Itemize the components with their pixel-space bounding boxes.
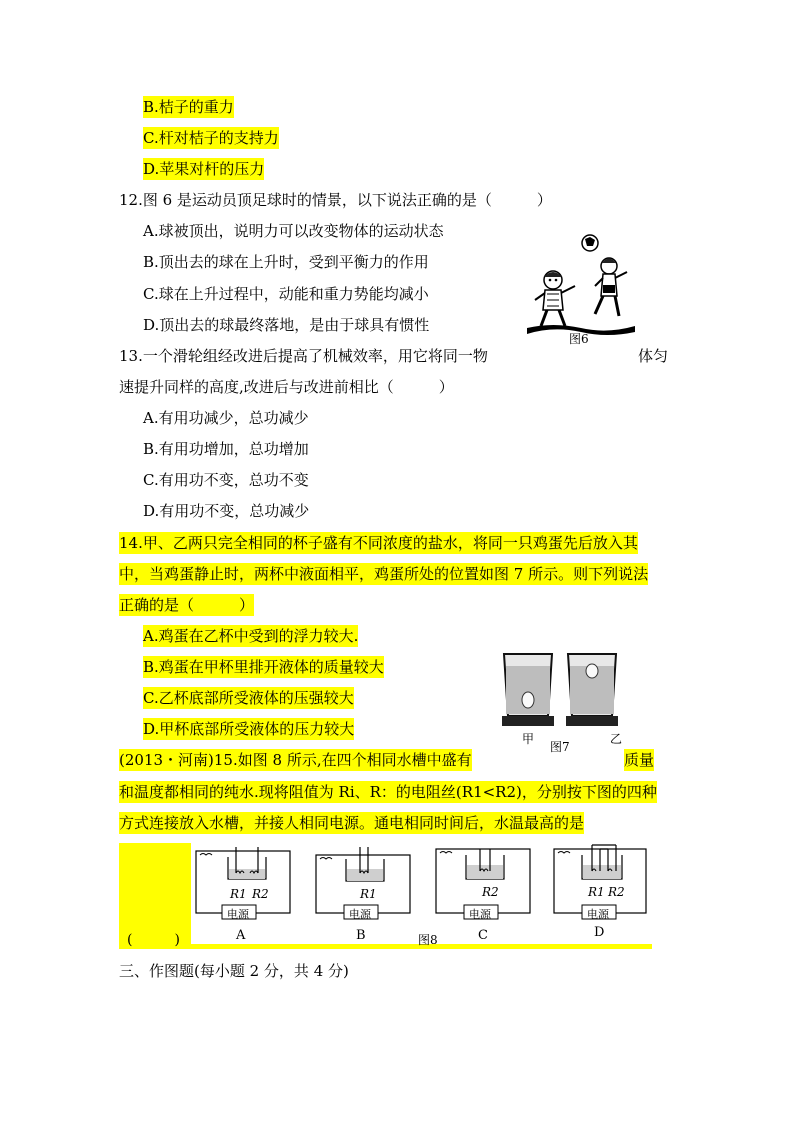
egg-in-cups-illustration <box>498 650 638 732</box>
q14-stem-line2: 中，当鸡蛋静止时，两杯中液面相平，鸡蛋所处的位置如图 7 所示。则下列说法 <box>119 565 649 583</box>
circuit-a-label: A <box>236 928 246 943</box>
q12-stem: 12.图 6 是运动员顶足球时的情景，以下说法正确的是（ ） <box>119 191 552 209</box>
circuit-d-r1: R1 <box>588 885 605 899</box>
q11-option-c: C.杆对桔子的支持力 <box>143 129 279 147</box>
figure-7-label-yi: 乙 <box>610 732 623 746</box>
circuit-b <box>312 843 422 943</box>
circuit-b-label: B <box>356 928 366 943</box>
circuit-d-label: D <box>594 925 605 940</box>
q13-option-c: C.有用功不变，总功不变 <box>143 471 309 489</box>
circuit-d <box>550 843 652 943</box>
q15-answer-blank: ( ) <box>127 932 180 948</box>
q14-option-a: A.鸡蛋在乙杯中受到的浮力较大. <box>143 627 359 645</box>
q13-stem-line2: 速提升同样的高度,改进后与改进前相比（ ） <box>119 378 454 396</box>
circuit-c-label: C <box>478 928 488 943</box>
figure-7 <box>498 650 638 754</box>
q12-option-d: D.顶出去的球最终落地，是由于球具有惯性 <box>143 316 430 334</box>
circuit-d-r2: R2 <box>608 885 625 899</box>
q15-stem-line3: 方式连接放入水槽，并接人相同电源。通电相同时间后，水温最高的是 <box>119 814 585 832</box>
q15-stem-line1-tail: 质量 <box>624 751 655 769</box>
figure-7-caption: 图7 <box>550 740 570 754</box>
circuit-d-source: 电源 <box>587 908 609 921</box>
q12-option-b: B.顶出去的球在上升时，受到平衡力的作用 <box>143 253 429 271</box>
figure-8-caption: 图8 <box>418 933 438 947</box>
q15-stem-line1: (2013・河南)15.如图 8 所示,在四个相同水槽中盛有 <box>119 751 472 769</box>
circuit-b-r1: R1 <box>360 887 377 901</box>
q13-option-a: A.有用功减少，总功减少 <box>143 409 309 427</box>
q14-stem-line3: 正确的是（ ） <box>119 596 255 614</box>
q12-option-a: A.球被顶出，说明力可以改变物体的运动状态 <box>143 222 444 240</box>
q13-stem-line1-tail: 体匀 <box>638 347 669 365</box>
q11-option-b: B.桔子的重力 <box>143 98 234 116</box>
circuit-a-r1: R1 <box>230 887 247 901</box>
figure-7-label-jia: 甲 <box>522 732 535 746</box>
circuit-b-source: 电源 <box>349 908 371 921</box>
q13-stem-line1: 13.一个滑轮组经改进后提高了机械效率，用它将同一物 <box>119 347 488 365</box>
q13-option-b: B.有用功增加，总功增加 <box>143 440 309 458</box>
q14-option-c: C.乙杯底部所受液体的压强较大 <box>143 689 354 707</box>
circuit-a-r2: R2 <box>252 887 269 901</box>
q12-option-c: C.球在上升过程中，动能和重力势能均减小 <box>143 285 429 303</box>
section-3-title: 三、作图题(每小题 2 分，共 4 分) <box>119 962 349 980</box>
q15-stem-line2: 和温度都相同的纯水.现将阻值为 Ri、R：的电阻丝(R1<R2)，分别按下图的四种 <box>119 783 657 801</box>
figure-6-caption: 图6 <box>569 332 589 346</box>
q14-option-d: D.甲杯底部所受液体的压力较大 <box>143 720 355 738</box>
q13-option-d: D.有用功不变，总功减少 <box>143 502 310 520</box>
figure-8 <box>192 843 652 945</box>
q15-answer-highlight <box>119 843 191 949</box>
q14-stem-line1: 14.甲、乙两只完全相同的杯子盛有不同浓度的盐水，将同一只鸡蛋先后放入其 <box>119 534 638 552</box>
circuit-a-source: 电源 <box>227 908 249 921</box>
q11-option-d: D.苹果对杆的压力 <box>143 160 265 178</box>
circuit-c <box>432 843 542 943</box>
circuit-c-r2: R2 <box>482 885 499 899</box>
q14-option-b: B.鸡蛋在甲杯里排开液体的质量较大 <box>143 658 384 676</box>
circuit-c-source: 电源 <box>469 908 491 921</box>
figure-6 <box>523 230 641 348</box>
circuit-a <box>192 843 302 943</box>
